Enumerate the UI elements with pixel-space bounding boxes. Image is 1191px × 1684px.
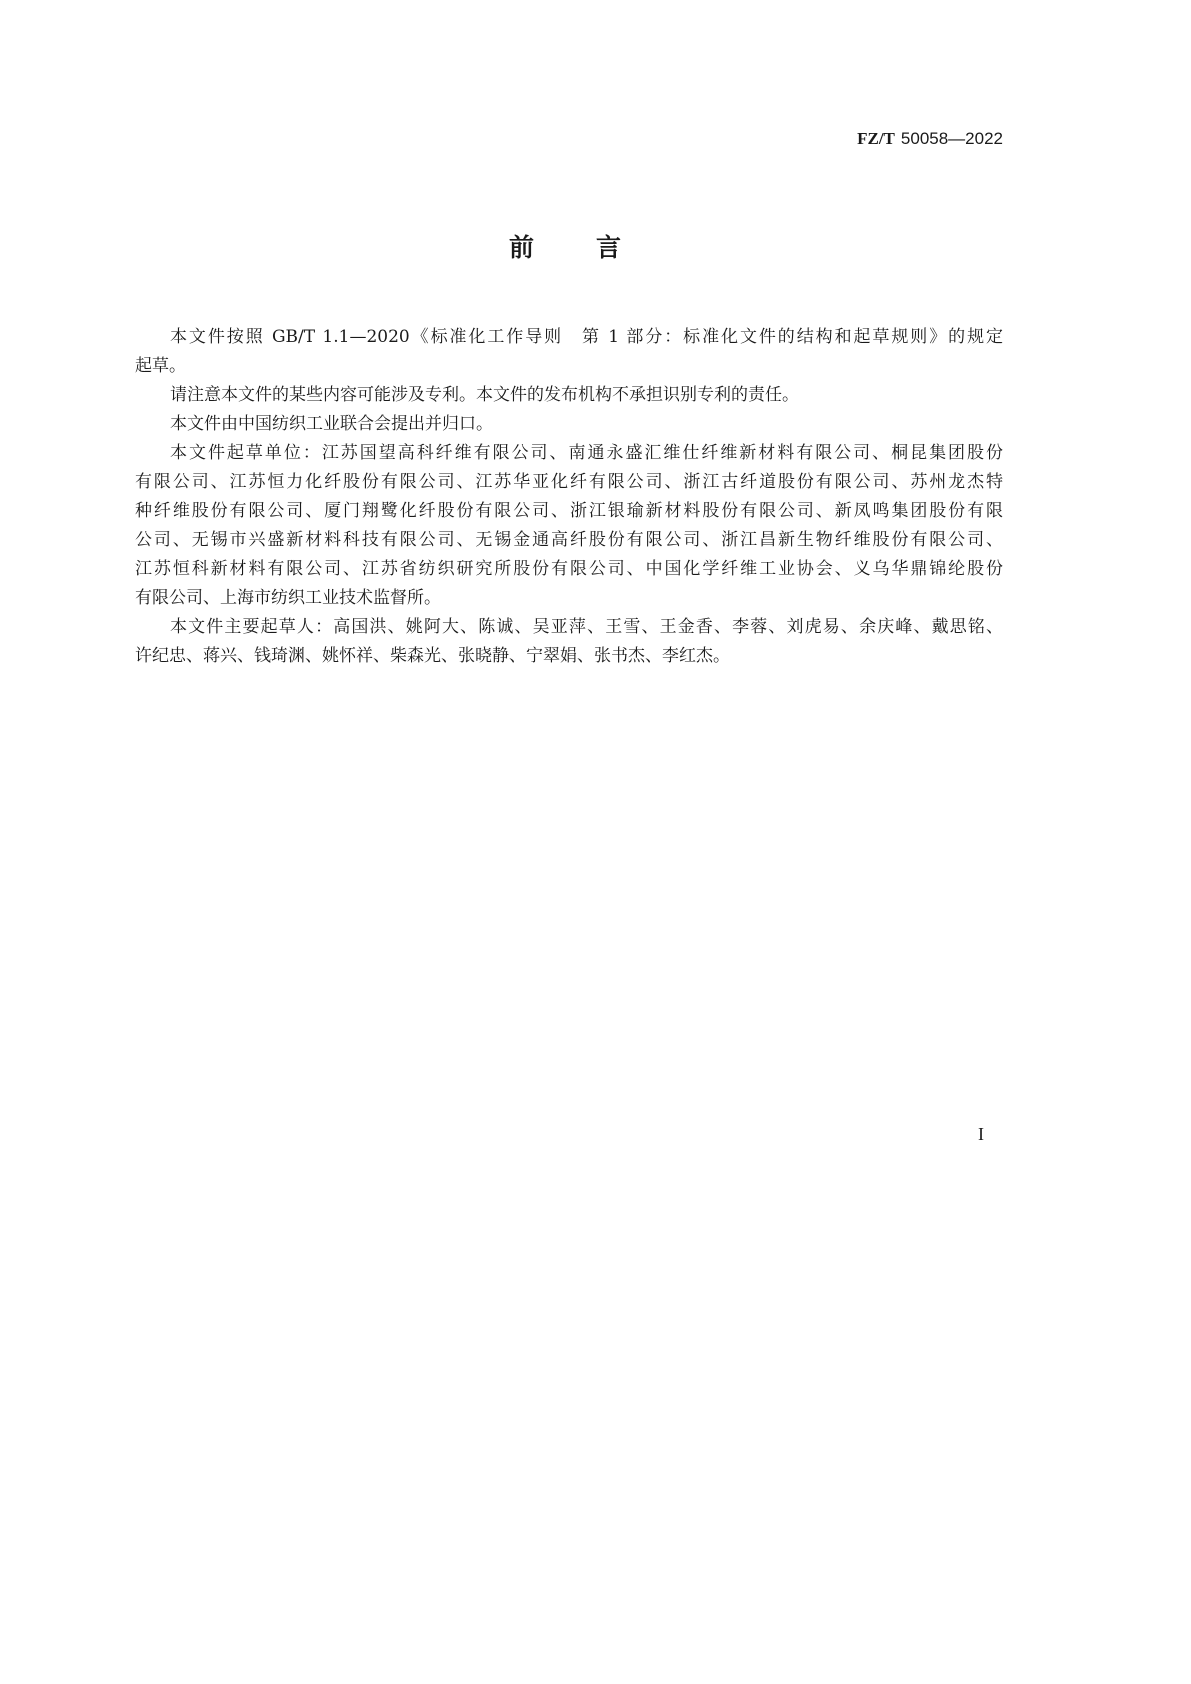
text-line: 请注意本文件的某些内容可能涉及专利。本文件的发布机构不承担识别专利的责任。 (170, 385, 799, 405)
paragraph (135, 613, 1003, 671)
paragraph (135, 381, 1003, 410)
standard-number: 50058—2022 (900, 129, 1003, 148)
text-line: 本文件起草单位：江苏国望高科纤维有限公司、南通永盛汇维仕纤维新材料有限公司、桐昆集团股份 (170, 443, 1003, 463)
text-line: 公司、无锡市兴盛新材料科技有限公司、无锡金通高纤股份有限公司、浙江昌新生物纤维股份有限公司、 (135, 530, 1003, 550)
paragraph (135, 439, 1003, 613)
text-line: 本文件主要起草人：高国洪、姚阿大、陈诚、吴亚萍、王雪、王金香、李蓉、刘虎易、余庆峰、戴思铭、 (170, 617, 1003, 637)
page-title: 前言 (508, 233, 683, 262)
text-line: 江苏恒科新材料有限公司、江苏省纺织研究所股份有限公司、中国化学纤维工业协会、义乌华鼎锦纶股份 (135, 559, 1003, 579)
foreword-body (135, 323, 1003, 671)
text-line: 有限公司、江苏恒力化纤股份有限公司、江苏华亚化纤有限公司、浙江古纤道股份有限公司、苏州龙杰特 (135, 472, 1003, 492)
text-line: 本文件由中国纺织工业联合会提出并归口。 (170, 414, 493, 434)
text-line: 有限公司、上海市纺织工业技术监督所。 (135, 588, 441, 608)
standard-number-header (857, 129, 1003, 149)
page-number: I (978, 1124, 984, 1144)
paragraph (135, 410, 1003, 439)
paragraph (135, 323, 1003, 381)
standard-code: FZ/T (857, 129, 895, 148)
text-line: 种纤维股份有限公司、厦门翔鹭化纤股份有限公司、浙江银瑜新材料股份有限公司、新凤鸣集团股份有限 (135, 501, 1003, 521)
text-line: 许纪忠、蒋兴、钱琦渊、姚怀祥、柴森光、张晓静、宁翠娟、张书杰、李红杰。 (135, 646, 730, 666)
text-line: 起草。 (135, 356, 186, 376)
text-line: 本文件按照 GB/T 1.1—2020《标准化工作导则 第 1 部分：标准化文件的结构和起草规则》的规定 (170, 327, 1003, 347)
